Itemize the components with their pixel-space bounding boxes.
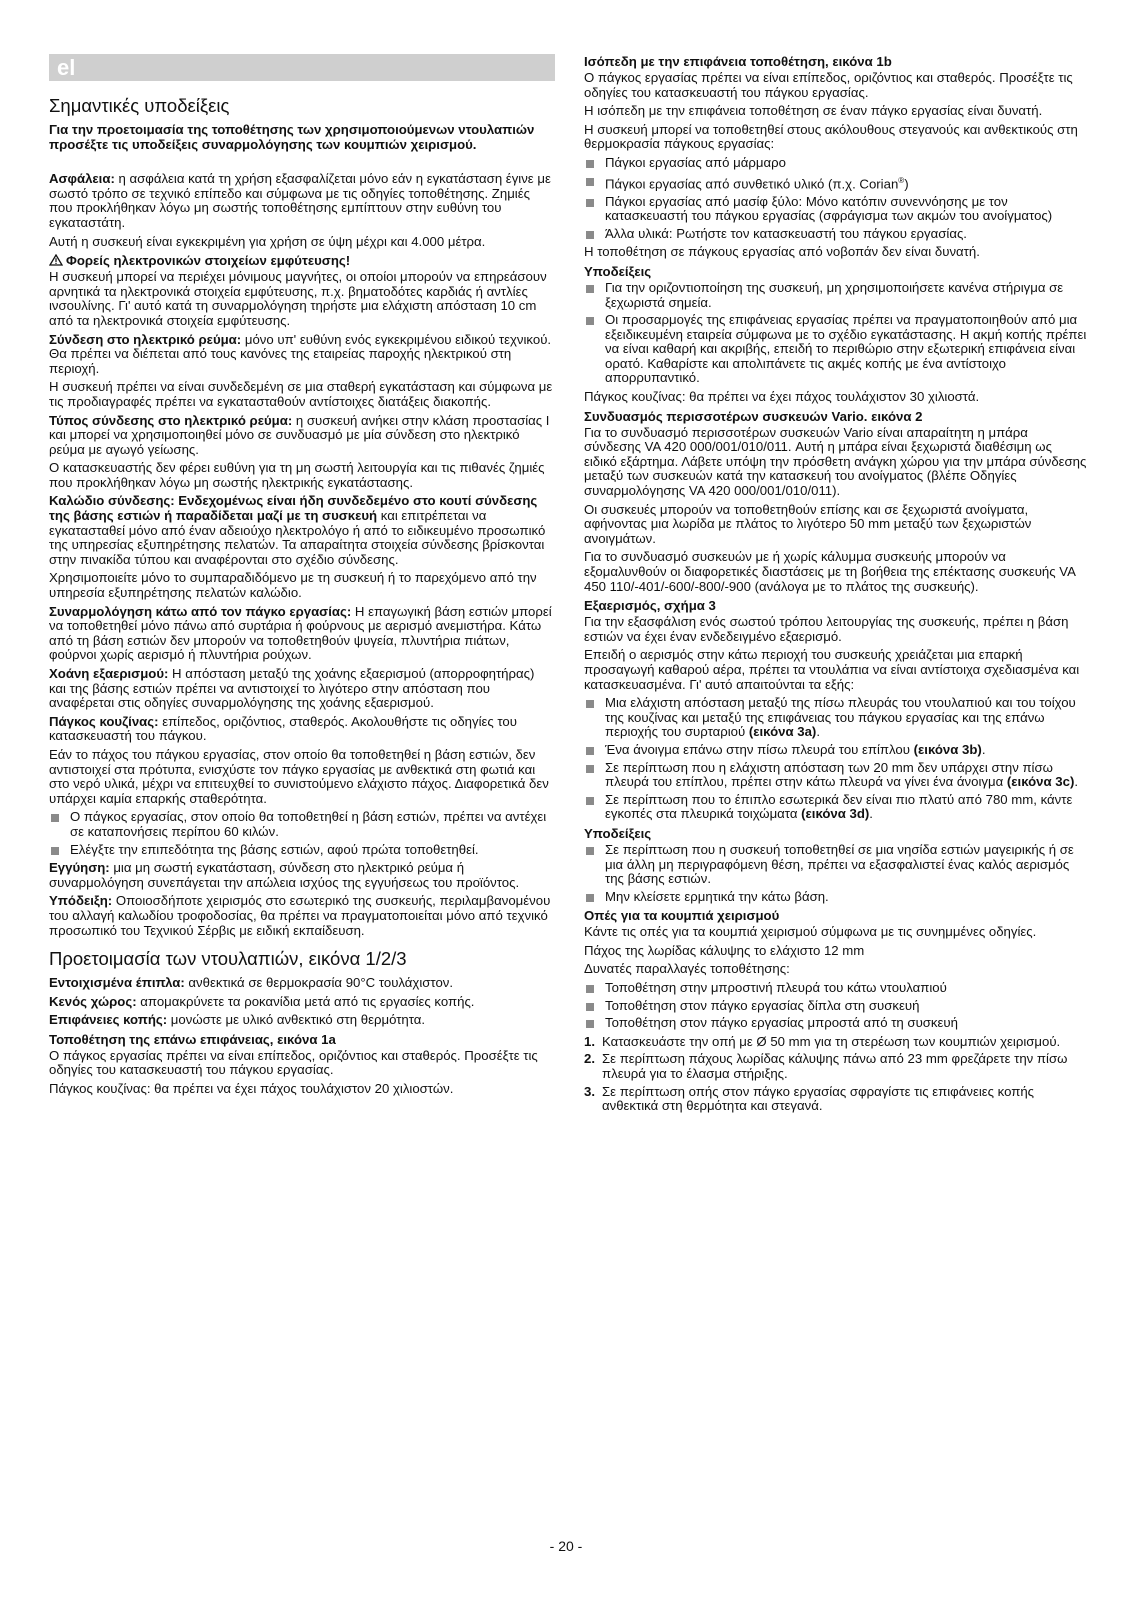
strip-thickness-paragraph: Πάχος της λωρίδας κάλυψης το ελάχιστο 12 mm (584, 942, 865, 958)
liability-paragraph: Ο κατασκευαστής δεν φέρει ευθύνη για τη μη σωστή λειτουργία και τις πιθανές ζημιές που προκλήθηκαν λόγω μη σωστής ηλεκτρικής εγκατάστασης. (49, 460, 545, 490)
warning-icon (49, 254, 63, 266)
ventilation-list (584, 696, 1087, 822)
vent-text: Σε περίπτωση που η ελάχιστη απόσταση των 20 mm δεν υπάρχει στην πίσω πλευρά του επίπλου, πρέπει στην κάτω πλευρά να γίνει ένα άνοιγμα (605, 759, 1053, 790)
top-mount-heading: Τοποθέτηση της επάνω επιφάνειας, εικόνα 1a (49, 1031, 336, 1047)
connection-type-label: Τύπος σύνδεσης στο ηλεκτρικό ρεύμα: (49, 412, 293, 428)
novopan-paragraph: Η τοποθέτηση σε πάγκους εργασίας από νοβοπάν δεν είναι δυνατή. (584, 244, 980, 260)
control-holes-paragraph: Κάντε τις οπές για τα κουμπιά χειρισμού σύμφωνα με τις συνημμένες οδηγίες. (584, 924, 1037, 940)
warranty-label: Εγγύηση: (49, 860, 110, 876)
ventilation-paragraph-2: Επειδή ο αερισμός στην κάτω περιοχή του συσκευής χρειάζεται μια επαρκή προσαγωγή καθαρού αέρα, πρέπει τα ντουλάπια να είναι αντίστοιχα σχεδιασμένα και κατασκευασμένα. Γι' αυτό απαιτούνται τα εξής: (584, 647, 1080, 692)
list-item: Πάγκοι εργασίας από μάρμαρο (584, 156, 1087, 171)
implant-heading-text: Φορείς ηλεκτρονικών στοιχείων εμφύτευσης! (66, 253, 351, 269)
list-item: Ελέγξτε την επιπεδότητα της βάσης εστιών, αφού πρώτα τοποθετηθεί. (49, 843, 555, 858)
power-text: μόνο υπ' ευθύνη ενός εγκεκριμένου ειδικού τεχνικού. Θα πρέπει να διέπεται από τους κανόνες της εταιρείας παροχής ηλεκτρικού στη περιοχή. (49, 331, 552, 376)
figure-ref: (εικόνα 3c) (1006, 774, 1075, 790)
vent-end: . (869, 806, 873, 822)
notes-heading-2: Υποδείξεις (584, 825, 652, 841)
step-item (584, 1052, 1087, 1081)
worktop-label: Πάγκος κουζίνας: (49, 713, 159, 729)
hood-text: Η απόσταση μεταξύ της χοάνης εξαερισμού (απορροφητήρας) και της βάσης εστιών πρέπει να αντιστοιχεί το λιγότερο στην απόσταση που αναφέρεται στις οδηγίες συναρμολόγησης της χοάνης εξαερισμού. (49, 666, 535, 711)
cut-surfaces-label: Επιφάνειες κοπής: (49, 1012, 168, 1028)
altitude-paragraph: Αυτή η συσκευή είναι εγκεκριμένη για χρήση σε ύψη μέχρι και 4.000 μέτρα. (49, 233, 486, 249)
vario-heading: Συνδυασμός περισσοτέρων συσκευών Vario. εικόνα 2 (584, 408, 923, 424)
vent-end: . (981, 741, 986, 757)
worktop-bullet-list (49, 810, 555, 857)
step-text: Σε περίπτωση οπής στον πάγκο εργασίας σφραγίστε τις επιφάνειες κοπής ανθεκτικά στη θερμότητα και στεγανά. (602, 1083, 1035, 1114)
under-mount-text: Η επαγωγική βάση εστιών μπορεί να τοποθετηθεί μόνο πάνω από συρτάρια ή φούρνους με αερισμό ανεμιστήρα. Κάτω από τη βάση εστιών δεν μπορούν να τοποθετηθούν ψυγεία, πλυντήρια πιάτων, φούρνοι χωρίς αερισμό ή πλυντήρια ρούχων. (49, 603, 552, 663)
list-item: Τοποθέτηση στον πάγκο εργασίας μπροστά από τη συσκευή (584, 1016, 1087, 1031)
ventilation-heading: Εξαερισμός, σχήμα 3 (584, 598, 716, 614)
warranty-text: μια μη σωστή εγκατάσταση, σύνδεση στο ηλεκτρικό ρεύμα ή συναρμολόγηση συνεπάγεται την απώλεια ισχύος της εγγυήσεως του προϊόντος. (49, 860, 520, 890)
ventilation-paragraph-1: Για την εξασφάλιση ενός σωστού τρόπου λειτουργίας της συσκευής, πρέπει η βάση εστιών να έχει έναν ενδεδειγμένο εξαερισμό. (584, 614, 1069, 644)
warranty-paragraph (49, 861, 555, 890)
space-label: Κενός χώρος: (49, 993, 137, 1009)
service-note-text: Οποιοσδήποτε χειρισμός στο εσωτερικό της συσκευής, περιλαμβανομένου του αλλαγή καλωδίου τροφοδοσίας, θα πρέπει να πραγματοποιείται μόνο από τεχνικό προσωπικό του Τεχνικού Σέρβις με ειδική εκπαίδευση. (49, 893, 551, 938)
step-text: Σε περίπτωση πάχους λωρίδας κάλυψης πάνω από 23 mm φρεζάρετε την πίσω πλευρά για το έλασμα στήριξης. (602, 1051, 1068, 1082)
vent-text: Σε περίπτωση που το έπιπλο εσωτερικά δεν είναι πιο πλατύ από 780 mm, κάντε εγκοπές στα πλευρικά τοιχώματα (605, 791, 1073, 822)
list-item (584, 793, 1087, 822)
safety-label: Ασφάλεια: (49, 171, 115, 187)
safety-paragraph (49, 172, 555, 230)
steps-list (584, 1035, 1087, 1114)
step-number: 2. (584, 1051, 595, 1067)
language-bar: el (49, 54, 555, 81)
flush-materials-intro: Η συσκευή μπορεί να τοποθετηθεί στους ακόλουθους στεγανούς και ανθεκτικούς στη θερμοκρασία πάγκους εργασίας: (584, 121, 1078, 152)
vent-text: Ένα άνοιγμα επάνω στην πίσω πλευρά του επίπλου (605, 741, 914, 757)
veneer-text: ανθεκτικά σε θερμοκρασία 90°C τουλάχιστον. (184, 975, 454, 991)
figure-ref: (εικόνα 3b) (913, 741, 982, 757)
left-column (49, 54, 555, 1101)
variants-intro: Δυνατές παραλλαγές τοποθέτησης: (584, 961, 790, 977)
step-item (584, 1035, 1087, 1050)
cut-surfaces-paragraph (49, 1013, 555, 1028)
list-item: Σε περίπτωση που η συσκευή τοποθετηθεί σε μια νησίδα εστιών μαγειρικής ή σε μια άλλη μη περιγραφόμενη θέση, πρέπει να εξασφαλιστεί ένας καλός αερισμός της βάσης εστιών. (584, 843, 1087, 887)
veneer-label: Εντοιχισμένα έπιπλα: (49, 975, 185, 991)
cable-label: Καλώδιο σύνδεσης: Ενδεχομένως είναι ήδη συνδεδεμένο στο κουτί σύνδεσης της βάσης εστιών ή παραδίδεται μαζί με τη συσκευή (49, 493, 538, 524)
top-mount-thickness-paragraph: Πάγκος κουζίνας: θα πρέπει να έχει πάχος τουλάχιστον 20 χιλιοστών. (49, 1081, 454, 1097)
list-item: Τοποθέτηση στον πάγκο εργασίας δίπλα στη συσκευή (584, 999, 1087, 1014)
step-text: Κατασκευάστε την οπή με Ø 50 mm για τη στερέωση των κουμπιών χειρισμού. (602, 1033, 1061, 1049)
list-item (584, 174, 1087, 192)
worktop-text: επίπεδος, οριζόντιος, σταθερός. Ακολουθήστε τις οδηγίες του κατασκευαστή του πάγκου. (49, 713, 517, 744)
variants-list (584, 981, 1087, 1031)
cable-use-paragraph: Χρησιμοποιείτε μόνο το συμπαραδιδόμενο με τη συσκευή ή το παρεχόμενο από την υπηρεσία εξυπηρέτησης πελατών καλώδιο. (49, 570, 537, 601)
control-holes-heading: Οπές για τα κουμπιά χειρισμού (584, 908, 780, 924)
hood-label: Χοάνη εξαερισμού: (49, 666, 169, 681)
under-mount-paragraph (49, 605, 555, 663)
list-item (584, 696, 1087, 740)
figure-ref: (εικόνα 3a) (748, 724, 817, 740)
power-paragraph (49, 333, 555, 377)
list-item: Άλλα υλικά: Ρωτήστε τον κατασκευαστή του πάγκου εργασίας. (584, 227, 1087, 242)
materials-list (584, 156, 1087, 241)
worktop-paragraph (49, 715, 555, 744)
under-mount-label: Συναρμολόγηση κάτω από τον πάγκο εργασίας: (49, 603, 352, 619)
vent-text: Μια ελάχιστη απόσταση μεταξύ της πίσω πλευράς του ντουλαπιού και του τοίχου της κουζίνας και μεταξύ της επιφάνειας του πάγκου εργασίας και της επάνω περιοχής του συρταριού (605, 695, 1076, 740)
list-item: Πάγκοι εργασίας από μασίφ ξύλο: Μόνο κατόπιν συνεννόησης με τον κατασκευαστή του πάγκου εργασίας (σφράγισμα των ακμών του ανοίγματος) (584, 195, 1087, 224)
fixed-install-paragraph: Η συσκευή πρέπει να είναι συνδεδεμένη σε μια σταθερή εγκατάσταση και σύμφωνα με τις προδιαγραφές πρέπει να εγκατασταθούν αντίστοιχες διατάξεις διακοπής. (49, 379, 553, 409)
list-item: Οι προσαρμογές της επιφάνειας εργασίας πρέπει να πραγματοποιηθούν από μια εξειδικευμένη εταιρεία σύμφωνα με το σχέδιο εγκατάστασης. Η ακμή κοπής πρέπει να είναι καθαρή και ακριβής, επειδή το περιθώριο στην εξωτερική επιφάνεια είναι ορατό. Καθαρίστε και απολιπάνετε τις ακμές κοπής με ένα αντίστοιχο απορρυπαντικό. (584, 313, 1087, 386)
service-note-paragraph (49, 894, 555, 938)
heading-cabinet-prep: Προετοιμασία των ντουλαπιών, εικόνα 1/2/3 (49, 948, 407, 970)
connection-type-paragraph (49, 414, 555, 458)
list-item: Για την οριζοντιοποίηση της συσκευή, μη χρησιμοποιήσετε κανένα στήριγμα σε ξεχωριστά σημεία. (584, 281, 1087, 310)
implant-paragraph: Η συσκευή μπορεί να περιέχει μόνιμους μαγνήτες, οι οποίοι μπορούν να επηρεάσουν αρνητικά τα ηλεκτρονικά στοιχεία εμφύτευσης, π.χ. βηματοδότες καρδιάς ή αντλίες ινσουλίνης. Γι' αυτό κατά τη συναρμολόγηση τηρήστε μια ελάχιστη απόσταση 10 cm από τα ηλεκτρονικά στοιχεία εμφύτευσης. (49, 269, 547, 328)
space-paragraph (49, 995, 555, 1010)
list-item (584, 761, 1087, 790)
step-item (584, 1085, 1087, 1114)
cable-text: και επιτρέπεται να εγκατασταθεί μόνο από έναν αδειούχο ηλεκτρολόγο ή από το ειδικευμένο προσωπικό της υπηρεσίας εξυπηρέτησης πελατών. Τα απαραίτητα στοιχεία σύνδεσης βρίσκονται στην πινακίδα τύπου και αναφέρονται στο σχέδιο σύνδεσης. (49, 508, 546, 567)
list-item: Τοποθέτηση στην μπροστινή πλευρά του κάτω ντουλαπιού (584, 981, 1087, 996)
service-note-label: Υπόδειξη: (49, 893, 113, 909)
flush-thickness-paragraph: Πάγκος κουζίνας: θα πρέπει να έχει πάχος τουλάχιστον 30 χιλιοστά. (584, 389, 980, 405)
vario-paragraph-2: Οι συσκευές μπορούν να τοποθετηθούν επίσης και σε ξεχωριστά ανοίγματα, αφήνοντας μια λωρίδα με πλάτος το λιγότερο 50 mm μεταξύ των ξεχωριστών ανοιγμάτων. (584, 501, 1032, 546)
power-label: Σύνδεση στο ηλεκτρικό ρεύμα: (49, 331, 242, 347)
connection-type-text: η συσκευή ανήκει στην κλάση προστασίας I και μπορεί να χρησιμοποιηθεί μόνο σε συνδυασμό με μία σύνδεση στο ηλεκτρικό ρεύμα με αγωγό γείωσης. (49, 412, 550, 457)
worktop-thickness-paragraph: Εάν το πάχος του πάγκου εργασίας, στον οποίο θα τοποθετηθεί η βάση εστιών, δεν αντιστοιχεί στα πρότυπα, ενισχύστε τον πάγκο εργασίας με ανθεκτικά στη φωτιά και στο νερό υλικά, μέχρι να επιτευχθεί το συνιστούμενο ελάχιστο πάχος. Διαφορετικά δεν υπάρχει καμία επαρκής σταθερότητα. (49, 746, 549, 806)
notes-heading: Υποδείξεις (584, 263, 652, 279)
vent-end: . (816, 724, 820, 740)
flush-mount-paragraph: Ο πάγκος εργασίας πρέπει να είναι επίπεδος, οριζόντιος και σταθερός. Προσέξτε τις οδηγίες του κατασκευαστή του πάγκου εργασίας. (584, 70, 1073, 100)
step-number: 1. (584, 1033, 595, 1049)
vario-paragraph-3: Για το συνδυασμό συσκευών με ή χωρίς κάλυμμα συσκευής μπορούν να εξομαλυνθούν οι διαφορετικές διαστάσεις με τη βοήθεια της επέκτασης συσκευής VA 450 110/-401/-600/-800/-900 (ανάλογα με το πλάτος της συσκευής). (584, 549, 1076, 594)
intro-paragraph: Για την προετοιμασία της τοποθέτησης των χρησιμοποιούμενων ντουλαπιών προσέξτε τις υποδείξεις συναρμολόγησης των κουμπιών χειρισμού. (49, 122, 535, 152)
space-text: απομακρύνετε τα ροκανίδια μετά από τις εργασίες κοπής. (136, 993, 475, 1009)
figure-ref: (εικόνα 3d) (801, 806, 870, 822)
corian-text: Πάγκοι εργασίας από συνθετικό υλικό (π.χ. Corian (605, 175, 899, 191)
heading-important-notes: Σημαντικές υποδείξεις (49, 95, 230, 116)
registered-mark: ® (898, 175, 905, 185)
notes-list (584, 281, 1087, 386)
cut-surfaces-text: μονώστε με υλικό ανθεκτικό στη θερμότητα. (167, 1012, 426, 1028)
list-item: Μην κλείσετε ερμητικά την κάτω βάση. (584, 890, 1087, 905)
page-number: - 20 - (549, 1538, 583, 1554)
top-mount-paragraph: Ο πάγκος εργασίας πρέπει να είναι επίπεδος, οριζόντιος και σταθερός. Προσέξτε τις οδηγίες του κατασκευαστή του πάγκου εργασίας. (49, 1047, 538, 1078)
implant-heading (49, 253, 555, 268)
vent-end: . (1074, 774, 1079, 790)
list-item (584, 743, 1087, 758)
safety-text: η ασφάλεια κατά τη χρήση εξασφαλίζεται μόνο εάν η εγκατάσταση έγινε με σωστό τρόπο σε τεχνικό επίπεδο και σύμφωνα με τις οδηγίες τοποθέτησης. Ζημιές που προκλήθηκαν λόγω μη σωστής τοποθέτησης εμπίπτουν στην ευθύνη του εγκαταστάτη. (49, 171, 551, 230)
cable-paragraph (49, 494, 555, 567)
list-item: Ο πάγκος εργασίας, στον οποίο θα τοποθετηθεί η βάση εστιών, πρέπει να αντέχει σε καταπονήσεις περίπου 60 κιλών. (49, 810, 555, 839)
notes-list-2 (584, 843, 1087, 904)
flush-possible-paragraph: Η ισόπεδη με την επιφάνεια τοποθέτηση σε έναν πάγκο εργασίας είναι δυνατή. (584, 103, 1043, 119)
veneer-paragraph (49, 976, 555, 991)
flush-mount-heading: Ισόπεδη με την επιφάνεια τοποθέτηση, εικόνα 1b (584, 54, 892, 69)
right-column (584, 54, 1087, 1118)
step-number: 3. (584, 1083, 595, 1099)
corian-close: ) (904, 175, 909, 191)
vario-paragraph-1: Για το συνδυασμό περισσοτέρων συσκευών Vario είναι απαραίτητη η μπάρα σύνδεσης VA 420 000/001/010/011. Αυτή η μπάρα είναι ξεχωριστά διαθέσιμη ως ειδικό εξάρτημα. Λάβετε υπόψη την πρόσθετη ανάγκη χώρου για την μπάρα σύνδεσης μεταξύ των συσκευών κατά την κατασκευή του ανοίγματος (βλέπε Οδηγίες συναρμολόγησης VA 420 000/001/010/011). (584, 424, 1087, 499)
hood-paragraph (49, 667, 555, 711)
